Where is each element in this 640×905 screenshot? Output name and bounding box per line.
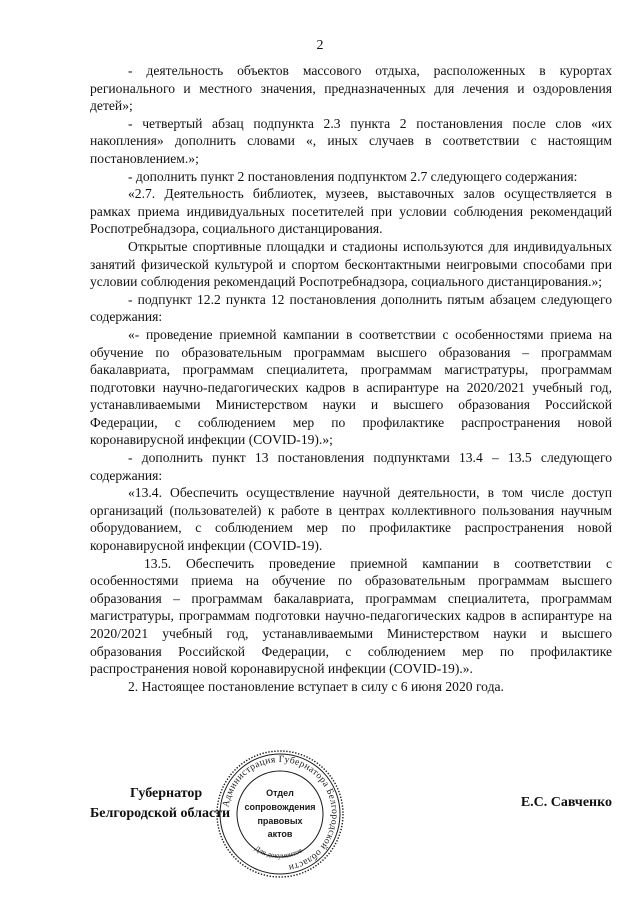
- page-number: 2: [316, 38, 324, 53]
- paragraph-13-4-science: «13.4. Обеспечить осуществление научной деятельности, в том числе доступ организаций (пользователей) к работе в центрах коллективного пользования научным оборудованием, с соблюдением мер по профилактике распространения новой коронавирусной инфекции (COVID-19).: [90, 485, 612, 554]
- paragraph-amend-12-2: - подпункт 12.2 пункта 12 постановления дополнить пятым абзацем следующего содержания:: [90, 291, 612, 325]
- signatory-name: Е.С. Савченко: [520, 795, 612, 810]
- paragraph-2-7-libraries: «2.7. Деятельность библиотек, музеев, выставочных залов осуществляется в рамках приема индивидуальных посетителей при условии соблюдения рекомендаций Роспотребнадзора, социального дистанцирования.: [90, 186, 612, 237]
- paragraph-resort-facilities: - деятельность объектов массового отдыха, расположенных в курортах регионального и местного значения, предназначенных для лечения и оздоровления детей»;: [90, 63, 612, 114]
- stamp-inner-line2: сопровождения: [244, 802, 316, 812]
- paragraph-sports-grounds: Открытые спортивные площадки и стадионы используются для индивидуальных занятий физической культурой и спортом бесконтактными неигровыми способами при условии соблюдения рекомендаций Роспотребнадзора, социального дистанцирования.»;: [90, 238, 612, 290]
- signatory-title: [90, 784, 230, 824]
- signatory-role-line2: Белгородской области: [90, 806, 231, 821]
- official-stamp: [214, 748, 346, 880]
- svg-text:Для документов: [253, 844, 304, 860]
- paragraph-13-5-admission: 13.5. Обеспечить проведение приемной кампании в соответствии с особенностями приема на обучение по образовательным программам высшего образования – программам бакалавриата, программам специалитета, программам магистратуры, программам подготовки научно-педагогических кадров в аспирантуре на 2020/2021 учебный год, устанавливаемыми Министерством науки и высшего образования Российской Федерации, с соблюдением мер по профилактике распространения новой коронавирусной инфекции (COVID-19).».: [90, 555, 612, 677]
- stamp-bottom-text: Для документов: [253, 843, 304, 861]
- stamp-seal-graphic: [214, 748, 346, 880]
- paragraph-amend-2-3: - четвертый абзац подпункта 2.3 пункта 2 постановления после слов «их накопления» дополнить словами «, иных случаев в соответствии с настоящим постановлением.»;: [90, 115, 612, 166]
- stamp-inner-line4: актов: [267, 829, 293, 839]
- paragraph-admission-campaign: «- проведение приемной кампании в соответствии с особенностями приема на обучение по образовательным программам высшего образования – программам бакалавриата, программам специалитета, программам магистратуры, программам подготовки научно-педагогических кадров в аспирантуре на 2020/2021 учебный год, устанавливаемыми Министерством науки и высшего образования Российской Федерации, с соблюдением мер по профилактике распространения новой коронавирусной инфекции (COVID-19).»;: [90, 326, 612, 448]
- paragraph-add-2-7: - дополнить пункт 2 постановления подпунктом 2.7 следующего содержания:: [128, 168, 578, 184]
- stamp-inner-line3: правовых: [257, 816, 303, 826]
- paragraph-add-13-4-13-5: - дополнить пункт 13 постановления подпунктами 13.4 – 13.5 следующего содержания:: [90, 450, 612, 483]
- paragraph-effective-date: 2. Настоящее постановление вступает в силу с 6 июня 2020 года.: [128, 678, 504, 694]
- stamp-inner-line1: Отдел: [266, 788, 294, 798]
- signatory-role-line1: Губернатор: [130, 786, 203, 801]
- stamp-ring-text: Администрация Губернатора Белгородской области: [220, 753, 341, 874]
- document-body: [90, 62, 612, 695]
